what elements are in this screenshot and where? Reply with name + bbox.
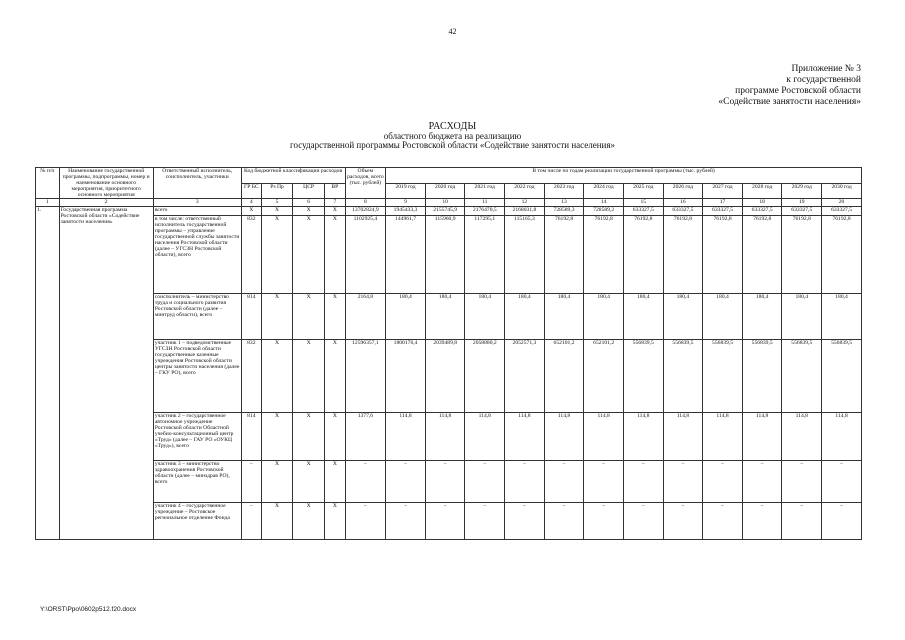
year-value-cell: 180,4 (623, 293, 663, 339)
year-value-cell: – (663, 460, 703, 502)
year-value-cell: 114,8 (703, 412, 743, 460)
table-row (36, 339, 862, 412)
vr-cell: Х (325, 339, 345, 412)
year-value-cell: 115960,9 (425, 215, 465, 293)
year-value-cell: 633327,5 (782, 206, 822, 215)
year-value-cell: 76192,8 (623, 215, 663, 293)
appendix-line-4: «Содействие занятости населения» (718, 97, 861, 107)
year-value-cell: 180,4 (425, 293, 465, 339)
column-number: 3 (153, 199, 241, 206)
year-value-cell: – (544, 502, 584, 539)
year-value-cell: 2176470,5 (465, 206, 505, 215)
year-value-cell: – (623, 460, 663, 502)
year-value-cell: 114,8 (663, 412, 703, 460)
grbs-cell: – (241, 460, 261, 502)
year-value-cell: 180,4 (663, 293, 703, 339)
file-path-footer: Y:\ORST\Ppo\0602p512.f20.docx (40, 606, 137, 613)
grbs-cell: 814 (241, 412, 261, 460)
vr-cell: Х (325, 206, 345, 215)
appendix-block (718, 64, 861, 108)
column-number: 16 (663, 199, 703, 206)
header-year: 2025 год (623, 183, 663, 199)
year-value-cell: 633327,5 (703, 206, 743, 215)
total-cell: 2164,8 (345, 293, 386, 339)
column-number: 13 (544, 199, 584, 206)
rzpr-cell: Х (261, 412, 292, 460)
header-year: 2023 год (544, 183, 584, 199)
year-value-cell: 2155745,9 (425, 206, 465, 215)
year-value-cell: 2168031,8 (505, 206, 545, 215)
year-value-cell: – (822, 502, 862, 539)
header-by-years: В том числе по годам реализации государственной программы (тыс. рублей) (386, 168, 862, 184)
year-value-cell: 2052571,3 (505, 339, 545, 412)
year-value-cell: 76192,8 (782, 215, 822, 293)
program-number: 1. (36, 206, 60, 539)
table-row (36, 412, 862, 460)
year-value-cell: 114,8 (425, 412, 465, 460)
table-row (36, 502, 862, 539)
column-number: 10 (425, 199, 465, 206)
total-cell: – (345, 460, 386, 502)
year-value-cell: – (505, 502, 545, 539)
total-cell: 1102925,4 (345, 215, 386, 293)
year-value-cell: 76192,8 (703, 215, 743, 293)
year-value-cell: 76192,8 (584, 215, 624, 293)
csr-cell: Х (293, 206, 325, 215)
year-value-cell: 117295,1 (465, 215, 505, 293)
csr-cell: Х (293, 215, 325, 293)
vr-cell: Х (325, 293, 345, 339)
year-value-cell: 76192,8 (663, 215, 703, 293)
executor-cell: в том числе: ответственный исполнитель государственной программы – управление государственной службы занятости населения Ростовской области (далее – УГСЗН Ростовской области), всего (153, 215, 241, 293)
appendix-line-3: программе Ростовской области (735, 86, 861, 96)
year-value-cell: – (782, 502, 822, 539)
year-value-cell: 114,8 (386, 412, 426, 460)
header-year: 2019 год (386, 183, 426, 199)
year-value-cell: – (584, 460, 624, 502)
year-value-cell: 144961,7 (386, 215, 426, 293)
year-value-cell: 633327,5 (742, 206, 782, 215)
year-value-cell: 652101,2 (544, 339, 584, 412)
year-value-cell: – (663, 502, 703, 539)
title-line-3: государственной программы Ростовской области «Содействие занятости населения» (290, 140, 615, 150)
year-value-cell: 114,8 (623, 412, 663, 460)
rzpr-cell: Х (261, 293, 292, 339)
year-value-cell: 180,4 (386, 293, 426, 339)
rzpr-cell: Х (261, 460, 292, 502)
title-line-1: РАСХОДЫ (428, 121, 477, 132)
executor-cell: участник 3 – министерство здравоохранения Ростовской области (далее – минздрав РО), всего (153, 460, 241, 502)
year-value-cell: 633327,5 (623, 206, 663, 215)
grbs-cell: 832 (241, 339, 261, 412)
header-num: № п/п (36, 168, 60, 199)
header-year: 2030 год (822, 183, 862, 199)
header-name: Наименование государственной программы, подпрограммы, номер и наименование основного мероприятия, приоритетного основного мероприятия (59, 168, 153, 199)
header-code: ГР БС (241, 183, 261, 199)
year-value-cell: 180,4 (584, 293, 624, 339)
column-number: 12 (505, 199, 545, 206)
year-value-cell: 556839,5 (703, 339, 743, 412)
year-value-cell: – (544, 460, 584, 502)
year-value-cell: 180,4 (822, 293, 862, 339)
year-value-cell: – (584, 502, 624, 539)
column-number: 4 (241, 199, 261, 206)
year-value-cell: – (782, 460, 822, 502)
header-executor: Ответственный исполнитель, соисполнитель, участники (153, 168, 241, 199)
csr-cell: Х (293, 339, 325, 412)
rzpr-cell: Х (261, 215, 292, 293)
year-value-cell: 633327,5 (822, 206, 862, 215)
page-number: 42 (448, 27, 457, 36)
table-row (36, 460, 862, 502)
year-value-cell: – (386, 460, 426, 502)
year-value-cell: 114,8 (584, 412, 624, 460)
year-value-cell: 180,4 (703, 293, 743, 339)
year-value-cell: 180,4 (544, 293, 584, 339)
year-value-cell: 652101,2 (584, 339, 624, 412)
vr-cell: Х (325, 215, 345, 293)
year-value-cell: 180,4 (505, 293, 545, 339)
header-code: ЦСР (293, 183, 325, 199)
column-number: 14 (584, 199, 624, 206)
table-row (36, 206, 862, 215)
rzpr-cell: Х (261, 339, 292, 412)
header-year: 2022 год (505, 183, 545, 199)
vr-cell: Х (325, 412, 345, 460)
year-value-cell: – (703, 502, 743, 539)
column-number: 9 (386, 199, 426, 206)
year-value-cell: 1800176,4 (386, 339, 426, 412)
year-value-cell: – (465, 460, 505, 502)
header-year: 2024 год (584, 183, 624, 199)
csr-cell: Х (293, 502, 325, 539)
column-number: 19 (782, 199, 822, 206)
grbs-cell: 832 (241, 215, 261, 293)
year-value-cell: 728589,3 (544, 206, 584, 215)
year-value-cell: 556839,5 (623, 339, 663, 412)
year-value-cell: – (425, 502, 465, 539)
year-value-cell: 1945433,3 (386, 206, 426, 215)
header-budget-code: Код бюджетной классификации расходов (241, 168, 345, 184)
year-value-cell: 114,8 (465, 412, 505, 460)
year-value-cell: 556839,5 (822, 339, 862, 412)
column-number: 7 (325, 199, 345, 206)
expenses-table (35, 167, 862, 540)
executor-cell: участник 4 – государственное учреждение – Ростовское региональное отделение Фонда (153, 502, 241, 539)
year-value-cell: 180,4 (742, 293, 782, 339)
appendix-line-2: к государственной (786, 75, 861, 85)
year-value-cell: 180,4 (782, 293, 822, 339)
year-value-cell: 556839,5 (742, 339, 782, 412)
executor-cell: всего (153, 206, 241, 215)
column-number: 15 (623, 199, 663, 206)
title-line-2: областного бюджета на реализацию (383, 130, 522, 141)
year-value-cell: – (465, 502, 505, 539)
column-number: 11 (465, 199, 505, 206)
column-number: 1 (36, 199, 60, 206)
year-value-cell: 76192,8 (742, 215, 782, 293)
total-cell: – (345, 502, 386, 539)
year-value-cell: – (742, 460, 782, 502)
year-value-cell: 114,8 (742, 412, 782, 460)
year-value-cell: – (386, 502, 426, 539)
executor-cell: соисполнитель – министерство труда и социального развития Ростовской области (далее – минтруд области), всего (153, 293, 241, 339)
appendix-line-1: Приложение № 3 (791, 64, 861, 74)
header-year: 2021 год (465, 183, 505, 199)
column-number: 6 (293, 199, 325, 206)
column-number: 5 (261, 199, 292, 206)
column-number: 2 (59, 199, 153, 206)
csr-cell: Х (293, 412, 325, 460)
year-value-cell: 2039489,8 (425, 339, 465, 412)
header-row-1 (36, 168, 862, 184)
total-cell: 1377,6 (345, 412, 386, 460)
executor-cell: участник 2 – государственное автономное учреждение Ростовской области Областной учебно-консультационный центр «Труд» (далее – ГАУ РО «ОУКЦ «Труд»), всего (153, 412, 241, 460)
column-number: 20 (822, 199, 862, 206)
year-value-cell: – (623, 502, 663, 539)
year-value-cell: 76192,8 (544, 215, 584, 293)
year-value-cell: 556839,5 (663, 339, 703, 412)
header-year: 2027 год (703, 183, 743, 199)
column-number: 17 (703, 199, 743, 206)
year-value-cell: – (742, 502, 782, 539)
rzpr-cell: Х (261, 502, 292, 539)
total-cell: 13702824,9 (345, 206, 386, 215)
year-value-cell: – (822, 460, 862, 502)
column-number-row (36, 199, 862, 206)
header-year: 2029 год (782, 183, 822, 199)
table-row (36, 293, 862, 339)
header-year: 2020 год (425, 183, 465, 199)
year-value-cell: 114,8 (544, 412, 584, 460)
header-code: Рз Пр (261, 183, 292, 199)
year-value-cell: 728589,2 (584, 206, 624, 215)
vr-cell: Х (325, 502, 345, 539)
year-value-cell: – (505, 460, 545, 502)
vr-cell: Х (325, 460, 345, 502)
header-year: 2026 год (663, 183, 703, 199)
year-value-cell: 114,8 (822, 412, 862, 460)
year-value-cell: – (703, 460, 743, 502)
program-name: Государственная программа Ростовской области «Содействие занятости населения» (59, 206, 153, 539)
rzpr-cell: Х (261, 206, 292, 215)
csr-cell: Х (293, 460, 325, 502)
column-number: 18 (742, 199, 782, 206)
year-value-cell: 556839,5 (782, 339, 822, 412)
year-value-cell: 2058880,2 (465, 339, 505, 412)
year-value-cell: 76192,8 (822, 215, 862, 293)
document-title (0, 122, 905, 151)
year-value-cell: 115165,3 (505, 215, 545, 293)
grbs-cell: – (241, 502, 261, 539)
grbs-cell: 814 (241, 293, 261, 339)
header-code: ВР (325, 183, 345, 199)
year-value-cell: 633327,5 (663, 206, 703, 215)
csr-cell: Х (293, 293, 325, 339)
year-value-cell: 180,4 (465, 293, 505, 339)
year-value-cell: 114,8 (782, 412, 822, 460)
header-volume: Объем расходов, всего (тыс. рублей) (345, 168, 386, 199)
table-row (36, 215, 862, 293)
grbs-cell: Х (241, 206, 261, 215)
year-value-cell: – (425, 460, 465, 502)
header-year: 2028 год (742, 183, 782, 199)
column-number: 8 (345, 199, 386, 206)
executor-cell: участник 1 – подведомственные УГСЗН Ростовской области государственные казенные учреждения Ростовской области центры занятости населения (далее – ГКУ РО), всего (153, 339, 241, 412)
total-cell: 12596357,1 (345, 339, 386, 412)
year-value-cell: 114,8 (505, 412, 545, 460)
